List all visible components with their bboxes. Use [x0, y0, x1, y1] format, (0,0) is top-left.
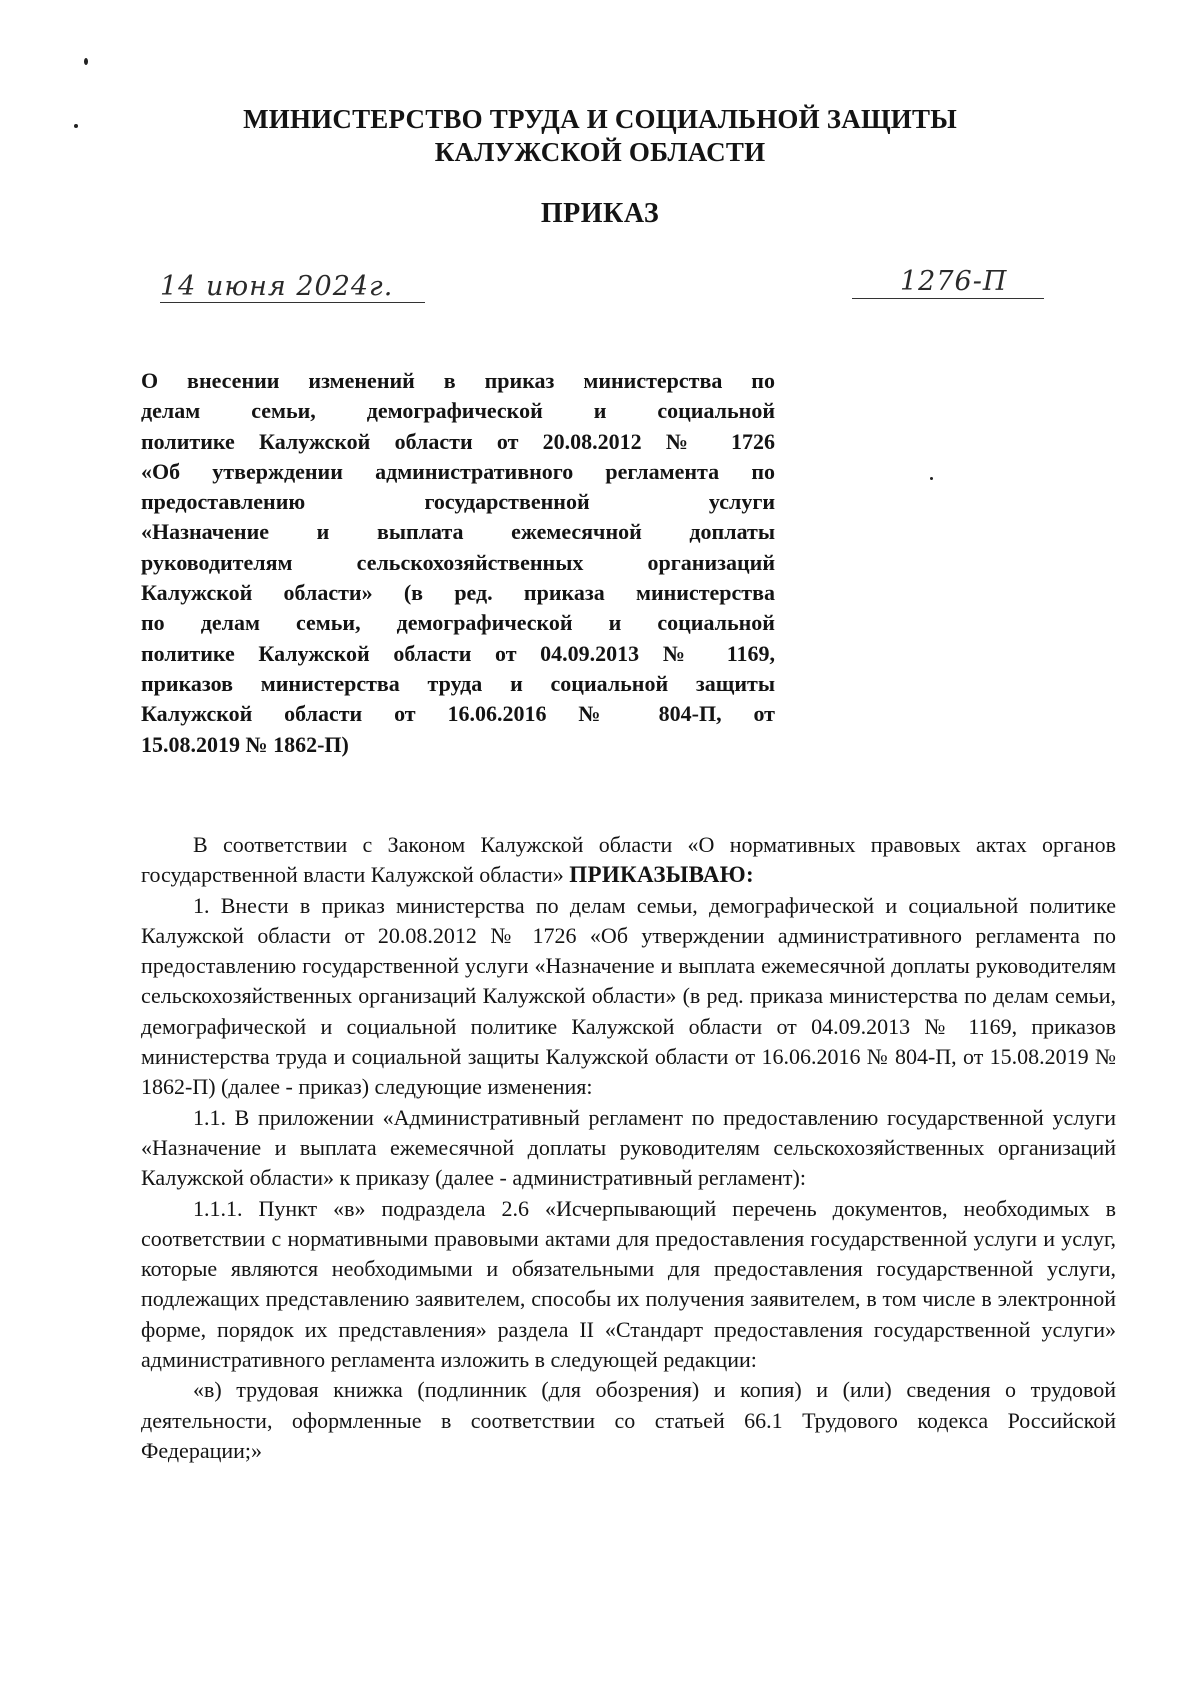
item-1-1-1-paragraph: 1.1.1. Пункт «в» подраздела 2.6 «Исчерпывающий перечень документов, необходимых в соответствии с нормативными правовыми актами для предоставления государственной услуги и услуг, которые являются необходимыми и обязательными для предоставления государственной услуги, подлежащих представлению заявителем, способы их получения заявителем, в том числе в электронной форме, порядок их представления» раздела II «Стандарт предоставления государственной услуги» административного регламента изложить в следующей редакции: — [141, 1195, 1116, 1373]
organization-name-line-1: МИНИСТЕРСТВО ТРУДА И СОЦИАЛЬНОЙ ЗАЩИТЫ — [243, 104, 957, 134]
item-1-1-paragraph: 1.1. В приложении «Административный регламент по предоставлению государственной услуги «Назначение и выплата ежемесячной доплаты руководителям сельскохозяйственных организаций Калужской области» к приказу (далее - административный регламент): — [141, 1104, 1116, 1191]
title-line: делам семьи, демографической и социальной — [141, 398, 775, 424]
title-line: «Об утверждении административного регламента по — [141, 458, 775, 484]
title-line: О внесении изменений в приказ министерства по — [141, 368, 775, 393]
document-type: ПРИКАЗ — [540, 198, 660, 229]
title-line: предоставлению государственной услуги — [141, 489, 775, 515]
scan-speck — [84, 58, 88, 65]
preamble-text: В соответствии с Законом Калужской области «О нормативных правовых актах органов государственной власти Калужской области» — [141, 832, 1116, 888]
title-line: Калужской области» (в ред. приказа министерства — [141, 580, 775, 606]
date-underline — [160, 302, 425, 303]
order-body — [141, 830, 1116, 1466]
order-title — [141, 366, 775, 760]
title-line: «Назначение и выплата ежемесячной доплаты — [141, 519, 775, 545]
title-line: политике Калужской области от 20.08.2012 № 1726 — [141, 428, 775, 454]
scan-speck — [930, 477, 933, 480]
organization-name-line-2: КАЛУЖСКОЙ ОБЛАСТИ — [434, 137, 766, 167]
decree-word: ПРИКАЗЫВАЮ: — [569, 862, 754, 888]
title-line: 15.08.2019 № 1862-П) — [141, 731, 349, 757]
title-line: Калужской области от 16.06.2016 № 804-П, от — [141, 701, 775, 727]
title-line: приказов министерства труда и социальной защиты — [141, 670, 775, 696]
handwritten-number: 1276-П — [900, 266, 1008, 297]
preamble-paragraph — [141, 830, 1116, 891]
item-1-paragraph: 1. Внести в приказ министерства по делам семьи, демографической и социальной политике Калужской области от 20.08.2012 № 1726 «Об утверждении административного регламента по предоставлению государственной услуги «Назначение и выплата ежемесячной доплаты руководителям сельскохозяйственных организаций Калужской области» (в ред. приказа министерства по делам семьи, демографической и социальной политике Калужской области от 04.09.2013 № 1169, приказов министерства труда и социальной защиты Калужской области от 16.06.2016 № 804-П, от 15.08.2019 № 1862-П) (далее - приказ) следующие изменения: — [141, 892, 1116, 1100]
number-underline — [852, 298, 1044, 299]
title-line: политике Калужской области от 04.09.2013 № 1169, — [141, 640, 775, 666]
organization-name — [0, 103, 1200, 169]
handwritten-date: 14 июня 2024г. — [160, 271, 394, 302]
title-line: по делам семьи, демографической и социальной — [141, 610, 775, 636]
title-line: руководителям сельскохозяйственных организаций — [141, 549, 775, 575]
quoted-amendment: «в) трудовая книжка (подлинник (для обозрения) и копия) и (или) сведения о трудовой деятельности, оформленные в соответствии со статьей 66.1 Трудового кодекса Российской Федерации;» — [141, 1377, 1116, 1463]
